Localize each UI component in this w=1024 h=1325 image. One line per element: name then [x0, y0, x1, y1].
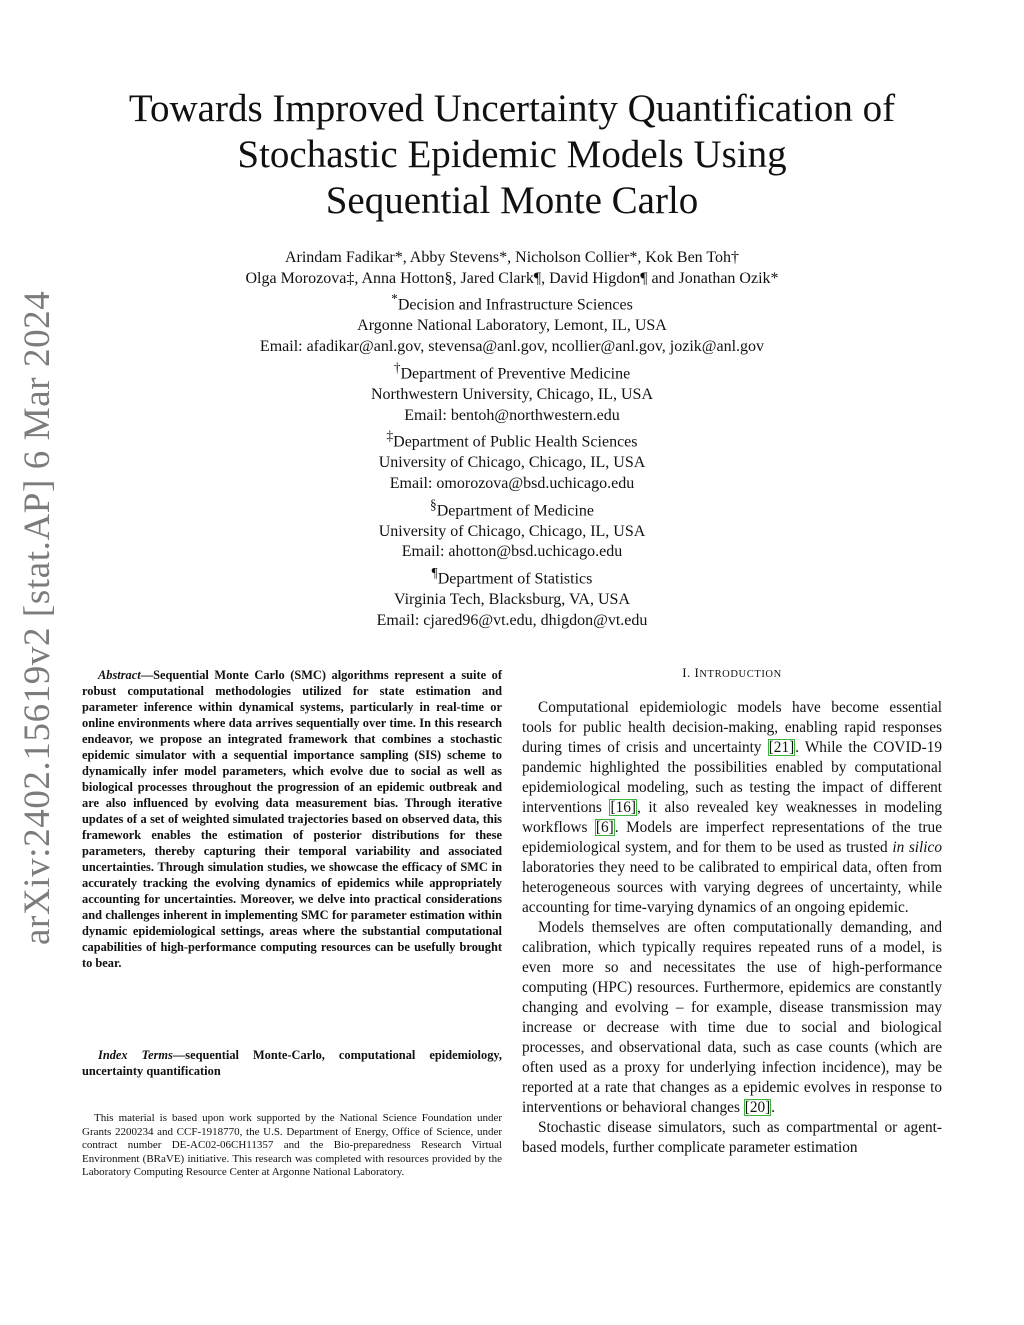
abstract-label: Abstract — [98, 668, 141, 682]
affiliation-email[interactable]: Email: bentoh@northwestern.edu — [404, 406, 620, 424]
affiliation-dept: §Department of Medicine — [430, 496, 594, 520]
affiliation-institution: University of Chicago, Chicago, IL, USA — [378, 522, 646, 540]
index-terms — [82, 1047, 502, 1079]
arxiv-side-stamp[interactable]: arXiv:2402.15619v2 [stat.AP] 6 Mar 2024 — [17, 290, 58, 945]
abstract-text: —Sequential Monte Carlo (SMC) algorithms represent a suite of robust computational methodologies utilized for state estimation and parameter inference within dynamical systems, particularly in real-time or online environments where data arrives sequentially over time. In this research endeavor, we propose an integrated framework that combines a stochastic epidemic simulator with a sequential importance sampling (SIS) scheme to dynamically infer model parameters, which evolve due to social as well as biological processes throughout the progression of an epidemic outbreak and are also influenced by evolving data measurement bias. Through iterative updates of a set of weighted simulated trajectories based on observed data, this framework enables the estimation of posterior distributions for these parameters, thereby capturing their temporal variability and associated uncertainties. Through simulation studies, we showcase the efficacy of SMC in accurately tracking the evolving dynamics of epidemics while appropriately accounting for uncertainties. Moreover, we delve into practical considerations and challenges inherent in implementing SMC for parameter estimation within dynamic epidemiological settings, areas where the substantial computational capabilities of high-performance computing resources can be usefully brought to bear. — [82, 668, 502, 970]
introduction-body — [522, 698, 942, 1158]
abstract — [82, 667, 502, 971]
citation-link[interactable]: [21] — [768, 739, 795, 756]
affiliation-dept: ¶Department of Statistics — [431, 565, 593, 588]
intro-paragraph: Stochastic disease simulators, such as compartmental or agent-based models, further complicate parameter estimation — [522, 1119, 942, 1156]
affiliation-institution: Virginia Tech, Blacksburg, VA, USA — [394, 591, 630, 609]
index-terms-text: —sequential Monte-Carlo, computational epidemiology, uncertainty quantification — [82, 1048, 502, 1078]
author-line: Arindam Fadikar*, Abby Stevens*, Nicholson Collier*, Kok Ben Toh† — [284, 249, 740, 266]
intro-paragraph: Models themselves are often computationally demanding, and calibration, which typically requires repeated runs of a model, is even more so and necessitates the use of high-performance computing (HPC) resources. Furthermore, epidemics are constantly changing and evolving – for example, disease transmission may increase or decrease with time due to social and biological processes, and observational data, such as case counts (which are often used as a proxy for underlying infection incidence), may be reported at a rate that changes as a epidemic evolves in response to interventions or behavioral changes [20]. — [522, 919, 942, 1116]
affiliation-institution: Argonne National Laboratory, Lemont, IL, USA — [357, 317, 667, 335]
index-terms-label: Index Terms — [98, 1048, 173, 1062]
affiliation-email[interactable]: Email: afadikar@anl.gov, stevensa@anl.gov, ncollier@anl.gov, jozik@anl.gov — [259, 338, 765, 356]
title-line: Stochastic Epidemic Models Using — [237, 133, 787, 176]
author-line: Olga Morozova‡, Anna Hotton§, Jared Clark¶, David Higdon¶ and Jonathan Ozik* — [245, 269, 779, 287]
affiliation-email[interactable]: Email: cjared96@vt.edu, dhigdon@vt.edu — [376, 611, 648, 629]
citation-link[interactable]: [16] — [610, 799, 636, 816]
intro-paragraph: Computational epidemiologic models have become essential tools for public health decision-making, enabling rapid responses during times of crisis and uncertainty [21]. While the COVID-19 pandemic highlighted the possibilities enabled by computational epidemiological modeling, such as testing the impact of different interventions [16], it also revealed key weaknesses in modeling workflows [6]. Models are imperfect representations of the true epidemiological system, and for them to be used as trusted in silico laboratories they need to be calibrated to empirical data, often from heterogeneous sources with varying degrees of uncertainty, while accounting for time-varying dynamics of an ongoing epidemic. — [522, 699, 942, 916]
affiliation-email[interactable]: Email: ahotton@bsd.uchicago.edu — [401, 543, 623, 561]
section-heading-introduction: I. INTRODUCTION — [682, 665, 782, 680]
paper-title — [90, 86, 934, 224]
affiliation-dept: *Decision and Infrastructure Sciences — [391, 291, 633, 314]
citation-link[interactable]: [20] — [744, 1099, 771, 1116]
affiliation-institution: Northwestern University, Chicago, IL, USA — [370, 385, 654, 403]
affiliation-dept: ‡Department of Public Health Sciences — [386, 428, 638, 451]
affiliation-institution: University of Chicago, Chicago, IL, USA — [378, 454, 646, 472]
title-line: Sequential Monte Carlo — [325, 179, 699, 222]
funding-footnote: This material is based upon work supported by the National Science Foundation under Grants 2200234 and CCF-1918770, the U.S. Department of Energy, Office of Science, under contract number DE-AC02-06CH11357 and the Bio-preparedness Research Virtual Environment (BRaVE) initiative. This research was completed with resources provided by the Laboratory Computing Resource Center at Argonne National Laboratory. — [82, 1112, 502, 1178]
author-block — [120, 248, 904, 632]
citation-link[interactable]: [6] — [595, 819, 614, 836]
title-line: Towards Improved Uncertainty Quantification of — [128, 87, 896, 130]
affiliation-dept: †Department of Preventive Medicine — [393, 359, 631, 383]
affiliation-email[interactable]: Email: omorozova@bsd.uchicago.edu — [389, 475, 635, 493]
